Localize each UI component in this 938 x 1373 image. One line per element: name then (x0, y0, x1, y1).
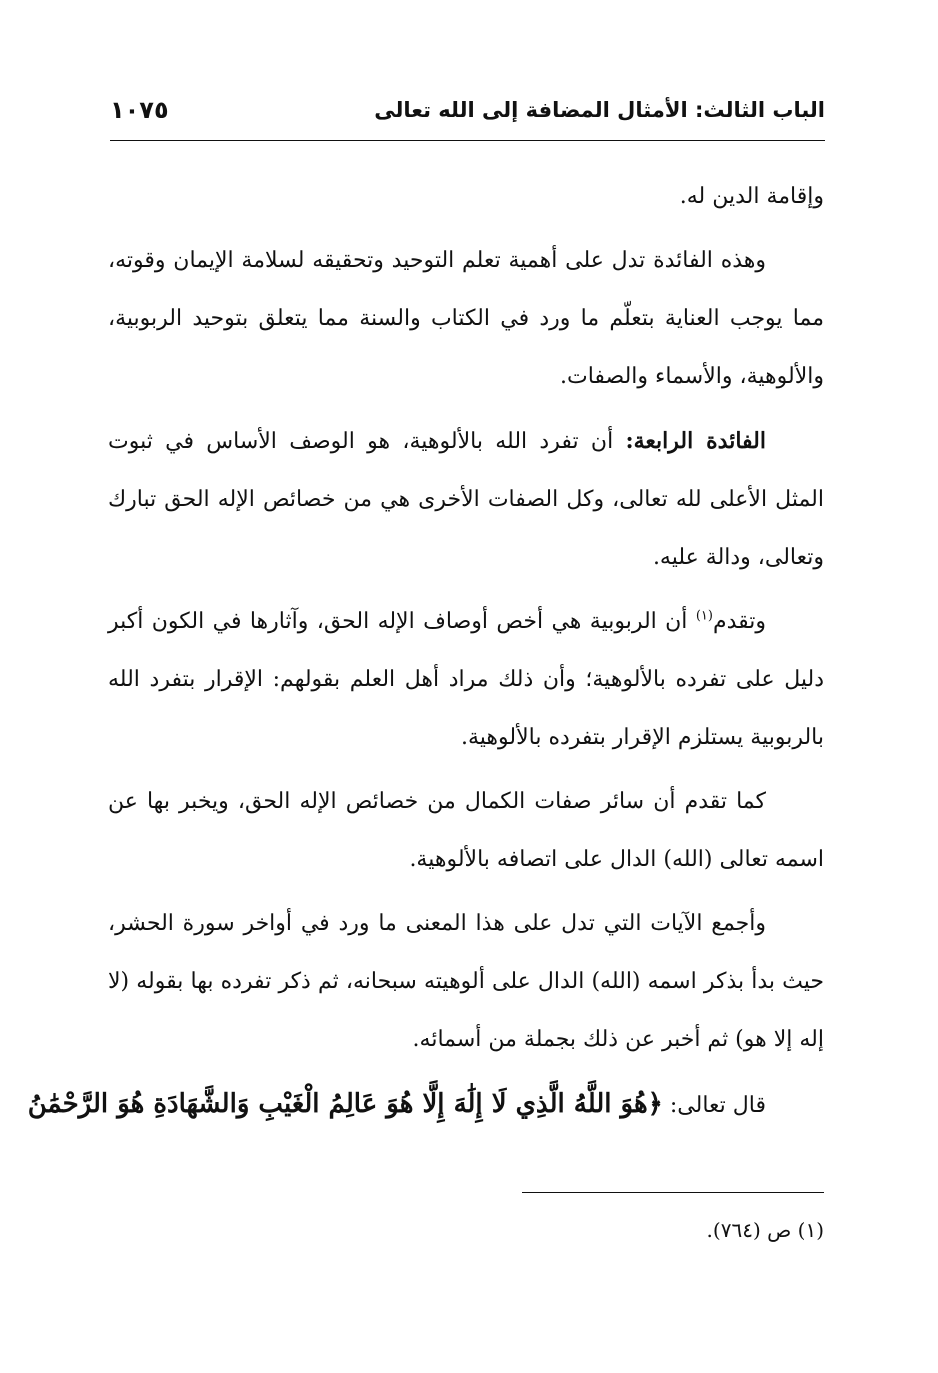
header-rule (110, 140, 825, 141)
paragraph-text: كما تقدم أن سائر صفات الكمال من خصائص الإله الحق، ويخبر بها عن اسمه تعالى (الله) الدال على اتصافه بالألوهية. (108, 789, 824, 872)
verse-intro: قال تعالى: (662, 1093, 766, 1118)
paragraph-text: أن تفرد الله بالألوهية، هو الوصف الأساس في ثبوت المثل الأعلى لله تعالى، وكل الصفات الأخرى هي من خصائص الإله الحق تبارك وتعالى، ودالة عليه. (108, 429, 824, 570)
paragraph-lead: الفائدة الرابعة: (625, 428, 766, 454)
paragraph-text: وهذه الفائدة تدل على أهمية تعلم التوحيد وتحقيقه لسلامة الإيمان وقوته، مما يوجب العناية بتعلّم ما ورد في الكتاب والسنة مما يتعلق بتوحيد الربوبية، والألوهية، والأسماء والصفات. (108, 248, 824, 389)
paragraph-text: وإقامة الدين له. (679, 184, 824, 209)
footnote-rule (522, 1192, 824, 1193)
paragraph-text: وأجمع الآيات التي تدل على هذا المعنى ما ورد في أواخر سورة الحشر، حيث بدأ بذكر اسمه (الله) الدال على ألوهيته سبحانه، ثم ذكر تفرده بها بقوله (لا إله إلا هو) ثم أخبر عن ذلك بجملة من أسمائه. (108, 911, 824, 1052)
paragraph (108, 895, 824, 1069)
footnote: (١) ص (٧٦٤). (706, 1218, 824, 1242)
paragraph (108, 593, 824, 767)
paragraph (108, 412, 824, 587)
verse-line (27, 1073, 824, 1137)
page-number: ١٠٧٥ (110, 96, 169, 124)
footnote-marker[interactable]: (١) (695, 608, 713, 624)
paragraph (108, 232, 824, 406)
body-text (27, 168, 824, 1137)
running-header (110, 96, 825, 136)
paragraph-text: وتقدم (712, 609, 766, 634)
chapter-title: الباب الثالث: الأمثال المضافة إلى الله تعالى (374, 98, 825, 122)
paragraph (108, 773, 824, 889)
quran-verse: ﴿هُوَ اللَّهُ الَّذِي لَا إِلَٰهَ إِلَّا هُوَ عَالِمُ الْغَيْبِ وَالشَّهَادَةِ هُوَ الرَّحْمَٰنُ (27, 1089, 663, 1119)
paragraph (108, 168, 824, 226)
paragraph-text: أن الربوبية هي أخص أوصاف الإله الحق، وآثارها في الكون أكبر دليل على تفرده بالألوهية؛ وأن ذلك مراد أهل العلم بقولهم: الإقرار بتفرد الله بالربوبية يستلزم الإقرار بتفرده بالألوهية. (108, 609, 824, 750)
